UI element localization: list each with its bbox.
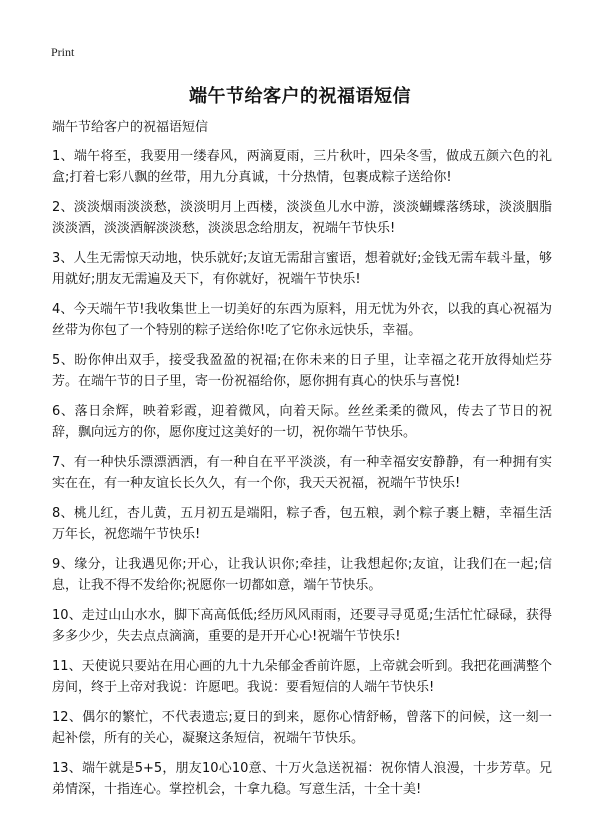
greeting-item: 6、落日余辉，映着彩霞，迎着微风，向着天际。丝丝柔柔的微风，传去了节日的祝辞，飘向远方的你，愿你度过这美好的一切，祝你端午节快乐。 xyxy=(52,404,552,440)
page-title: 端午节给客户的祝福语短信 xyxy=(189,86,411,107)
greeting-item: 11、天使说只要站在用心画的九十九朵郁金香前许愿，上帝就会听到。我把花画满整个房间，终于上帝对我说：许愿吧。我说：要看短信的人端午节快乐! xyxy=(52,659,552,695)
article-subtitle: 端午节给客户的祝福语短信 xyxy=(52,120,209,135)
greeting-item: 13、端午就是5+5，朋友10心10意、十万火急送祝福：祝你情人浪漫，十步芳草。兄弟情深，十指连心。掌控机会，十拿九稳。写意生活，十全十美! xyxy=(52,761,552,797)
greeting-item: 7、有一种快乐漂漂洒洒，有一种自在平平淡淡，有一种幸福安安静静，有一种拥有实实在在，有一种友谊长长久久，有一个你，我天天祝福，祝端午节快乐! xyxy=(52,455,552,491)
greeting-item: 4、今天端午节!我收集世上一切美好的东西为原料，用无忧为外衣，以我的真心祝福为丝带为你包了一个特别的粽子送给你!吃了它你永远快乐，幸福。 xyxy=(52,302,552,338)
greeting-item: 2、淡淡烟雨淡淡愁，淡淡明月上西楼，淡淡鱼儿水中游，淡淡蝴蝶落绣球，淡淡胭脂淡淡酒，淡淡酒解淡淡愁，淡淡思念给朋友，祝端午节快乐! xyxy=(52,200,552,236)
greeting-list xyxy=(52,146,552,800)
greeting-item: 8、桃儿红，杏儿黄，五月初五是端阳，粽子香，包五粮，剥个粽子裹上糖，幸福生活万年长，祝您端午节快乐! xyxy=(52,506,552,542)
print-link[interactable]: Print xyxy=(51,45,75,59)
greeting-item: 1、端午将至，我要用一缕春风，两滴夏雨，三片秋叶，四朵冬雪，做成五颜六色的礼盒;打着七彩八飘的丝带，用九分真诚，十分热情，包裹成粽子送给你! xyxy=(52,149,552,185)
greeting-item: 12、偶尔的繁忙，不代表遗忘;夏日的到来，愿你心情舒畅，曾落下的问候，这一刻一起补偿，所有的关心，凝聚这条短信，祝端午节快乐。 xyxy=(52,710,552,746)
article-body xyxy=(52,118,552,809)
greeting-item: 5、盼你伸出双手，接受我盈盈的祝福;在你未来的日子里，让幸福之花开放得灿烂芬芳。在端午节的日子里，寄一份祝福给你，愿你拥有真心的快乐与喜悦! xyxy=(52,353,552,389)
greeting-item: 9、缘分，让我遇见你;开心，让我认识你;牵挂，让我想起你;友谊，让我们在一起;信息，让我不得不发给你;祝愿你一切都如意，端午节快乐。 xyxy=(52,557,552,593)
greeting-item: 3、人生无需惊天动地，快乐就好;友谊无需甜言蜜语，想着就好;金钱无需车载斗量，够用就好;朋友无需遍及天下，有你就好，祝端午节快乐! xyxy=(52,251,552,287)
greeting-item: 10、走过山山水水，脚下高高低低;经历风风雨雨，还要寻寻觅觅;生活忙忙碌碌，获得多多少少，失去点点滴滴，重要的是开开心心!祝端午节快乐! xyxy=(52,608,552,644)
